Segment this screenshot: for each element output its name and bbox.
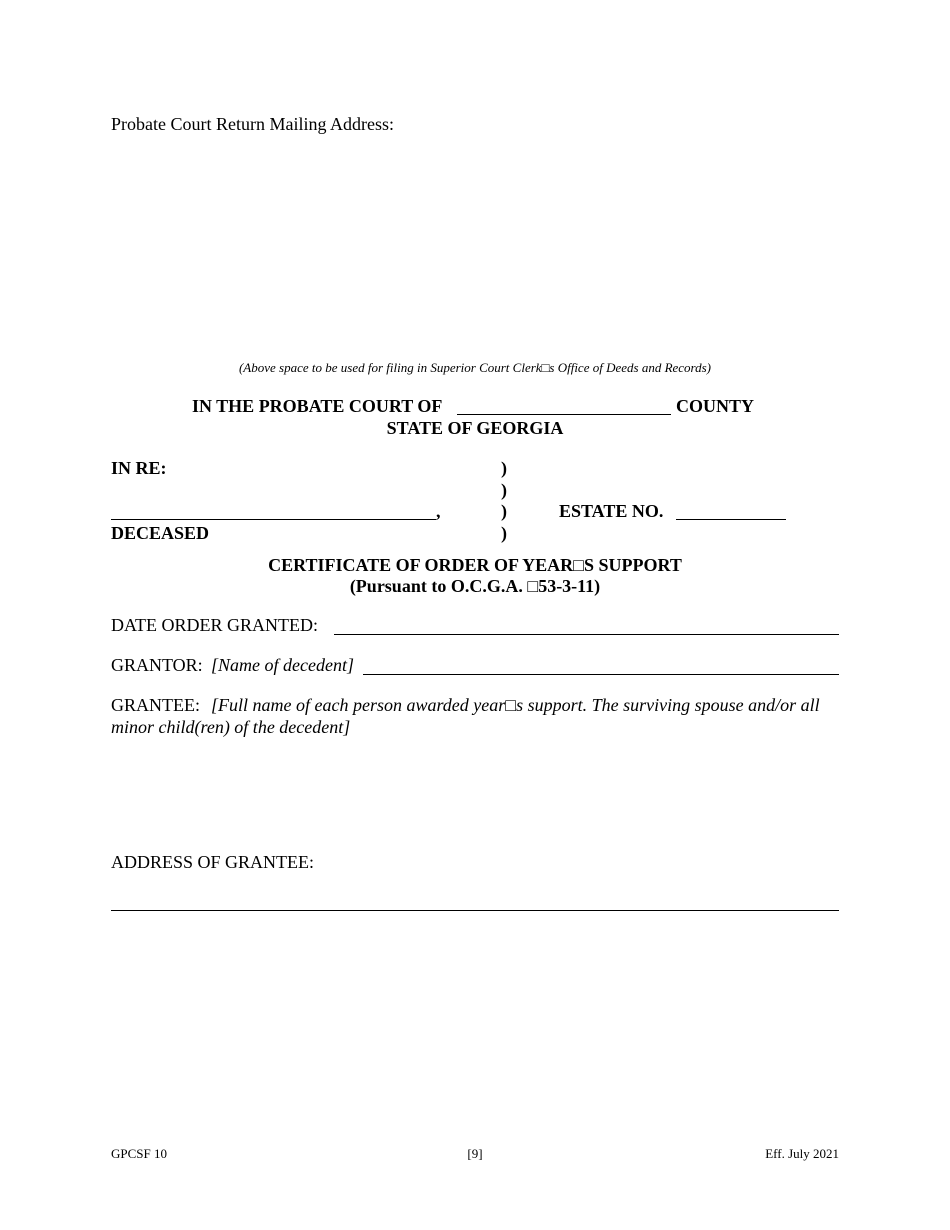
date-order-granted-blank[interactable] xyxy=(334,634,839,635)
estate-no-label: ESTATE NO. xyxy=(559,501,664,521)
caption-paren: ) xyxy=(501,480,507,500)
grantor-hint: [Name of decedent] xyxy=(211,655,354,675)
grantee-hint: [Full name of each person awarded year□s support. The surviving spouse and/or all xyxy=(211,695,820,715)
estate-no-blank[interactable] xyxy=(676,519,786,520)
county-blank[interactable] xyxy=(457,414,671,415)
return-address-label: Probate Court Return Mailing Address: xyxy=(111,114,394,134)
caption-paren: ) xyxy=(501,458,507,478)
statute-reference: (Pursuant to O.C.G.A. □53-3-11) xyxy=(349,576,601,596)
address-of-grantee-blank[interactable] xyxy=(111,910,839,911)
grantee-hint: minor child(ren) of the decedent] xyxy=(111,717,351,737)
state-heading: STATE OF GEORGIA xyxy=(386,418,564,438)
deceased-label: DECEASED xyxy=(111,523,210,543)
form-id: GPCSF 10 xyxy=(111,1146,167,1161)
caption-paren: ) xyxy=(501,523,507,543)
court-heading-suffix: COUNTY xyxy=(676,396,755,416)
certificate-title: CERTIFICATE OF ORDER OF YEAR□S SUPPORT xyxy=(268,555,682,575)
in-re-label: IN RE: xyxy=(111,458,167,478)
caption-comma: , xyxy=(436,501,441,521)
page-number: [9] xyxy=(467,1146,483,1161)
decedent-name-blank[interactable] xyxy=(111,519,436,520)
grantee-label: GRANTEE: xyxy=(111,695,200,715)
effective-date: Eff. July 2021 xyxy=(765,1146,839,1161)
date-order-granted-label: DATE ORDER GRANTED: xyxy=(111,615,318,635)
filing-note: (Above space to be used for filing in Superior Court Clerk□s Office of Deeds and Records) xyxy=(238,360,712,375)
caption-paren: ) xyxy=(501,501,507,521)
grantor-blank[interactable] xyxy=(363,674,839,675)
court-heading-prefix: IN THE PROBATE COURT OF xyxy=(192,396,443,416)
address-of-grantee-label: ADDRESS OF GRANTEE: xyxy=(111,852,315,872)
grantor-label: GRANTOR: xyxy=(111,655,203,675)
